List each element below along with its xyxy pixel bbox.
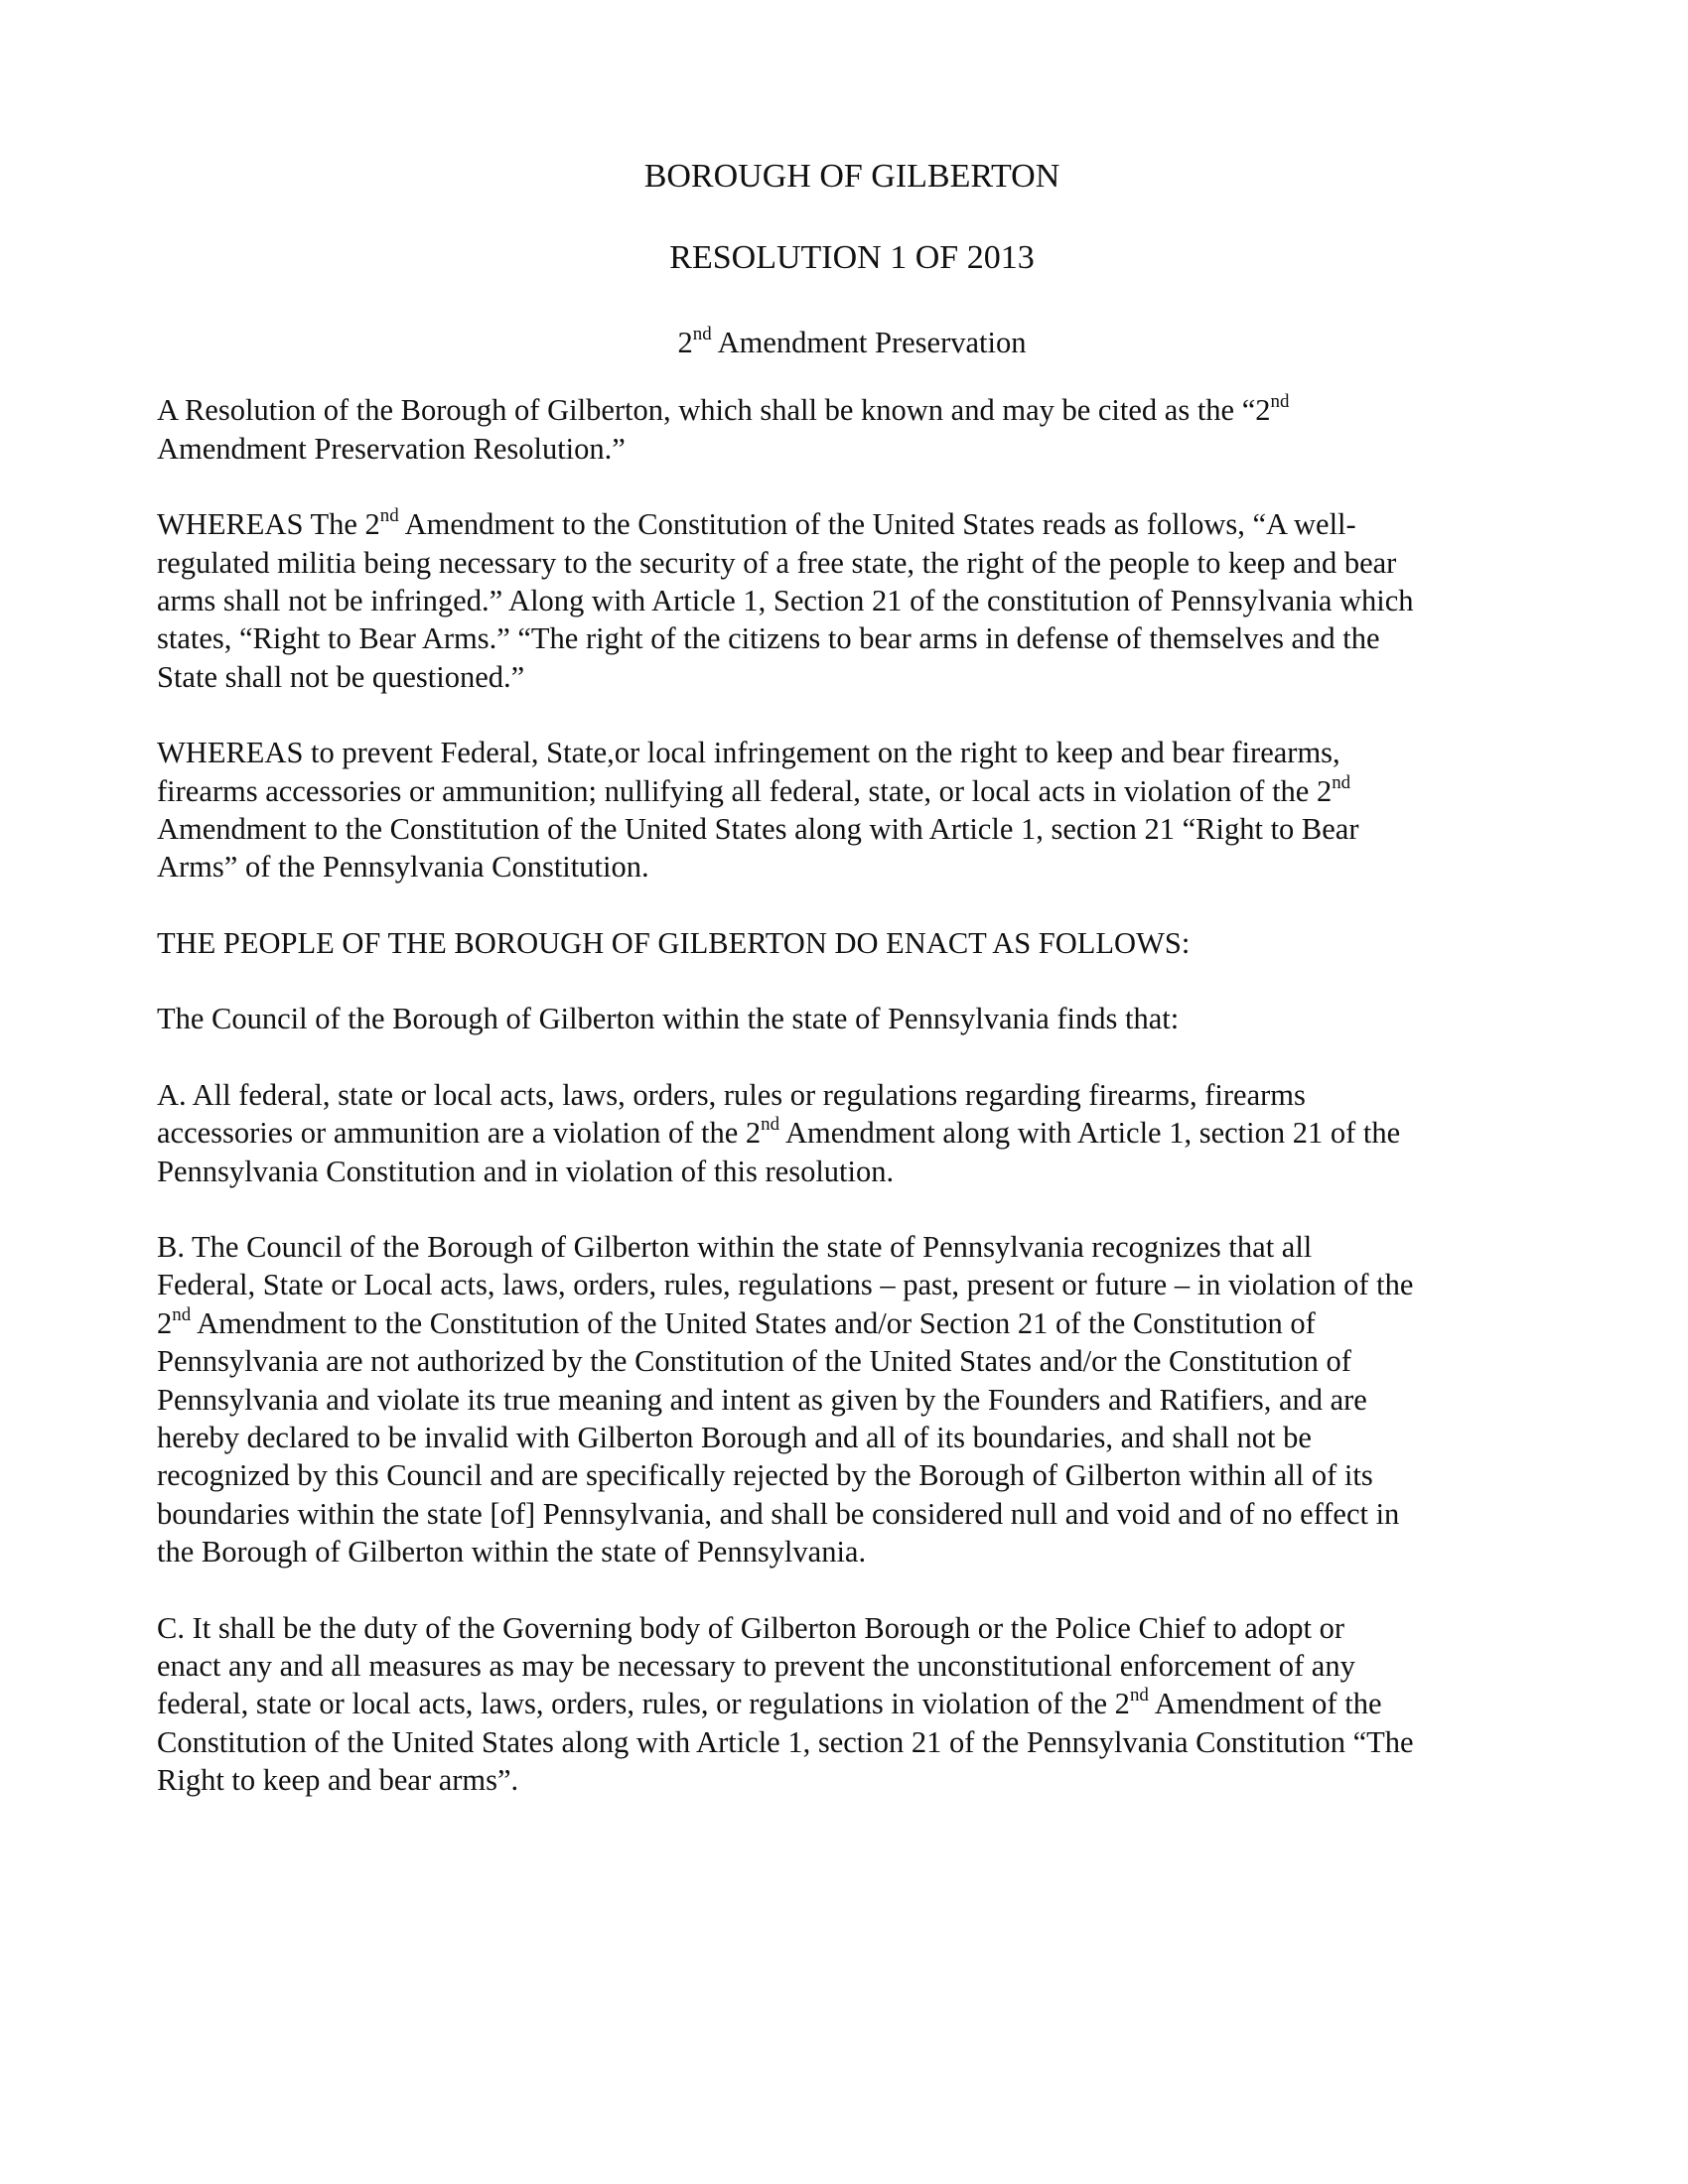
section-a-paragraph	[157, 1076, 1547, 1190]
whereas2-line-2	[157, 772, 1547, 810]
section-c-line-3-a: federal, state or local acts, laws, orders, rules, or regulations in violation of the 2	[157, 1687, 1130, 1721]
section-a-line-2-sup: nd	[761, 1113, 780, 1135]
whereas1-line-1-sup: nd	[379, 505, 399, 527]
section-b-line-5: Pennsylvania and violate its true meaning and intent as given by the Founders and Ratifiers, and are	[157, 1382, 1367, 1417]
whereas1-line-2: regulated militia being necessary to the security of a free state, the right of the people to keep and bear	[157, 545, 1397, 580]
subtitle-ordinal-suffix: nd	[692, 323, 712, 344]
section-b-line-4: Pennsylvania are not authorized by the Constitution of the United States and/or the Constitution of	[157, 1344, 1351, 1379]
whereas-paragraph-2	[157, 734, 1547, 887]
section-c-line-1: C. It shall be the duty of the Governing body of Gilberton Borough or the Police Chief to adopt or	[157, 1610, 1345, 1645]
intro-line-2: Amendment Preservation Resolution.”	[157, 431, 626, 466]
whereas2-line-2-a: firearms accessories or ammunition; nullifying all federal, state, or local acts in violation of the 2	[157, 773, 1333, 808]
enact-statement	[157, 924, 1547, 962]
intro-line-1	[157, 391, 1547, 429]
whereas1-line-1-b: Amendment to the Constitution of the United States reads as follows, “A well-	[398, 507, 1356, 542]
section-b-line-1: B. The Council of the Borough of Gilberton within the state of Pennsylvania recognizes that all	[157, 1229, 1313, 1264]
whereas-paragraph-1	[157, 505, 1547, 696]
section-b-line-3	[157, 1304, 1547, 1342]
section-a-line-2-b: Amendment along with Article 1, section 21 of the	[779, 1116, 1401, 1151]
whereas1-line-4: states, “Right to Bear Arms.” “The right of the citizens to bear arms in defense of themselves and the	[157, 621, 1380, 656]
whereas1-line-3: arms shall not be infringed.” Along with Article 1, Section 21 of the constitution of Pennsylvania which	[157, 584, 1414, 618]
section-b-line-3-b: Amendment to the Constitution of the United States and/or Section 21 of the Constitution of	[191, 1305, 1316, 1340]
section-c-line-3-b: Amendment of the	[1148, 1687, 1382, 1721]
section-b-paragraph	[157, 1228, 1547, 1571]
resolution-subtitle	[157, 324, 1547, 361]
section-b-line-8: boundaries within the state [of] Pennsylvania, and shall be considered null and void and of no effect in	[157, 1496, 1400, 1531]
section-c-line-5: Right to keep and bear arms”.	[157, 1763, 519, 1798]
document-heading: BOROUGH OF GILBERTON	[643, 158, 1060, 195]
intro-line-1-text: A Resolution of the Borough of Gilberton, which shall be known and may be cited as the “2	[157, 393, 1271, 428]
section-c-line-3	[157, 1685, 1547, 1722]
intro-line-1-sup: nd	[1270, 391, 1290, 413]
section-c-line-3-sup: nd	[1129, 1685, 1149, 1706]
section-a-line-1: A. All federal, state or local acts, laws, orders, rules or regulations regarding firearms, firearms	[157, 1077, 1306, 1112]
whereas1-line-1	[157, 505, 1547, 543]
section-a-line-2-a: accessories or ammunition are a violation of the 2	[157, 1116, 762, 1151]
finds-line: The Council of the Borough of Gilberton within the state of Pennsylvania finds that:	[157, 1002, 1180, 1036]
section-b-line-2: Federal, State or Local acts, laws, orders, rules, regulations – past, present or future – in violation of the	[157, 1268, 1414, 1302]
council-finds-statement	[157, 1000, 1547, 1037]
section-b-line-7: recognized by this Council and are specifically rejected by the Borough of Gilberton within all of its	[157, 1458, 1373, 1493]
section-b-line-3-a: 2	[157, 1305, 173, 1340]
whereas1-line-1-a: WHEREAS The 2	[157, 507, 380, 542]
section-b-line-6: hereby declared to be invalid with Gilberton Borough and all of its boundaries, and shall not be	[157, 1420, 1312, 1454]
resolution-number: RESOLUTION 1 OF 2013	[669, 239, 1035, 276]
section-b-line-9: the Borough of Gilberton within the state of Pennsylvania.	[157, 1535, 867, 1570]
section-a-line-3: Pennsylvania Constitution and in violation of this resolution.	[157, 1154, 895, 1188]
section-a-line-2	[157, 1114, 1547, 1152]
whereas2-line-4: Arms” of the Pennsylvania Constitution.	[157, 850, 649, 885]
section-c-paragraph	[157, 1609, 1547, 1800]
whereas2-line-3: Amendment to the Constitution of the United States along with Article 1, section 21 “Right to Bear	[157, 812, 1359, 847]
intro-paragraph	[157, 391, 1547, 468]
document-page	[157, 157, 1547, 1800]
section-b-line-3-sup: nd	[172, 1303, 192, 1325]
enact-line: THE PEOPLE OF THE BOROUGH OF GILBERTON DO ENACT AS FOLLOWS:	[157, 925, 1191, 960]
whereas2-line-2-sup: nd	[1332, 771, 1351, 793]
subtitle-text: Amendment Preservation	[711, 326, 1027, 359]
subtitle-ordinal: 2	[677, 326, 693, 359]
section-c-line-2: enact any and all measures as may be necessary to prevent the unconstitutional enforcement of any	[157, 1648, 1355, 1683]
whereas1-line-5: State shall not be questioned.”	[157, 659, 525, 694]
whereas2-line-1: WHEREAS to prevent Federal, State,or local infringement on the right to keep and bear firearms,	[157, 736, 1340, 770]
section-c-line-4: Constitution of the United States along with Article 1, section 21 of the Pennsylvania Constitution “The	[157, 1724, 1414, 1759]
